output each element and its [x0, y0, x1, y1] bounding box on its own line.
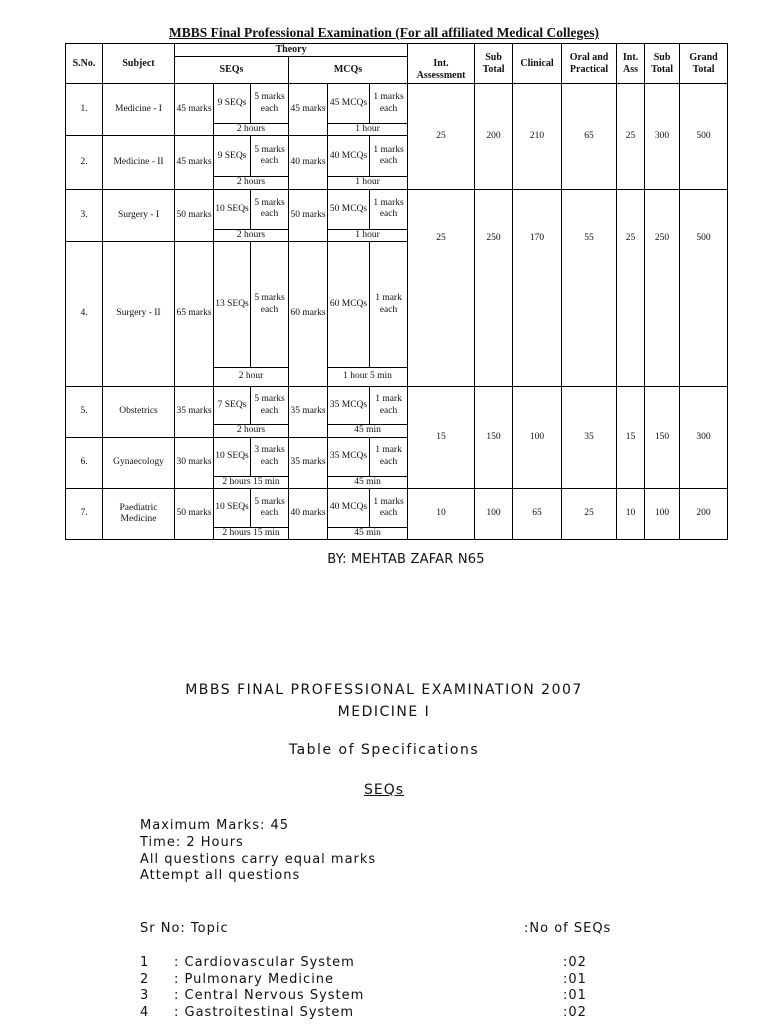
row-sno: 6.: [66, 437, 103, 488]
row-subject: Surgery - I: [103, 189, 175, 241]
spec-info-line: Attempt all questions: [140, 868, 301, 883]
topic-count: :02: [563, 955, 587, 970]
header-theory: Theory: [175, 44, 408, 57]
spec-heading: Table of Specifications: [288, 742, 480, 758]
mcq-count: 40 MCQs: [328, 488, 370, 527]
group-grand-total: 200: [680, 488, 728, 539]
mcq-marks: 45 marks: [289, 84, 328, 136]
header-clinical: Clinical: [513, 44, 562, 84]
table-row: [66, 84, 728, 124]
mcq-each: 1 mark each: [370, 387, 408, 425]
topic-count: :01: [563, 972, 587, 987]
exam-scheme-table: [65, 43, 728, 540]
group-sub-total-2: 150: [645, 387, 680, 489]
header-sno: S.No.: [66, 44, 103, 84]
mcq-each: 1 marks each: [370, 136, 408, 177]
group-int-ass: 25: [617, 189, 645, 386]
spec-section: SEQs: [363, 782, 405, 798]
author-credit: BY: MEHTAB ZAFAR N65: [327, 552, 485, 567]
row-subject: Medicine - I: [103, 84, 175, 136]
mcq-count: 40 MCQs: [328, 136, 370, 177]
seq-time: 2 hours: [214, 425, 289, 437]
seq-marks: 50 marks: [175, 488, 214, 539]
seq-count: 13 SEQs: [214, 242, 251, 368]
mcq-count: 35 MCQs: [328, 437, 370, 476]
row-sno: 3.: [66, 189, 103, 241]
topic-name: : Cardiovascular System: [174, 955, 355, 970]
group-sub-total: 100: [475, 488, 513, 539]
row-subject: Paediatric Medicine: [103, 488, 175, 539]
group-clinical: 100: [513, 387, 562, 489]
seq-time: 2 hours: [214, 124, 289, 136]
seq-each: 5 marks each: [251, 136, 289, 177]
mcq-each: 1 marks each: [370, 84, 408, 124]
group-sub-total-2: 100: [645, 488, 680, 539]
seq-marks: 50 marks: [175, 189, 214, 241]
mcq-time: 1 hour: [328, 229, 408, 241]
spec-title: MBBS FINAL PROFESSIONAL EXAMINATION 2007: [185, 682, 583, 698]
mcq-marks: 35 marks: [289, 437, 328, 488]
row-subject: Medicine - II: [103, 136, 175, 189]
header-sub-total-2: Sub Total: [645, 44, 680, 84]
mcq-marks: 60 marks: [289, 242, 328, 387]
mcq-count: 45 MCQs: [328, 84, 370, 124]
seq-each: 5 marks each: [251, 84, 289, 124]
topic-number: 3: [140, 988, 150, 1003]
seq-count: 10 SEQs: [214, 488, 251, 527]
mcq-count: 60 MCQs: [328, 242, 370, 368]
header-int-ass: Int. Ass: [617, 44, 645, 84]
group-int-ass: 25: [617, 84, 645, 190]
topic-number: 1: [140, 955, 150, 970]
mcq-marks: 35 marks: [289, 387, 328, 437]
seq-marks: 45 marks: [175, 136, 214, 189]
seq-marks: 45 marks: [175, 84, 214, 136]
spec-info-line: Maximum Marks: 45: [140, 818, 290, 833]
seq-each: 5 marks each: [251, 387, 289, 425]
row-sno: 2.: [66, 136, 103, 189]
header-mcqs: MCQs: [289, 57, 408, 84]
header-sub-total: Sub Total: [475, 44, 513, 84]
group-sub-total: 200: [475, 84, 513, 190]
group-sub-total: 250: [475, 189, 513, 386]
seq-count: 7 SEQs: [214, 387, 251, 425]
seq-count: 9 SEQs: [214, 136, 251, 177]
seq-count: 9 SEQs: [214, 84, 251, 124]
seq-time: 2 hours: [214, 177, 289, 189]
group-int-ass: 15: [617, 387, 645, 489]
mcq-count: 50 MCQs: [328, 189, 370, 229]
topic-name: : Gastroitestinal System: [174, 1005, 355, 1020]
mcq-time: 1 hour: [328, 124, 408, 136]
topic-name: : Pulmonary Medicine: [174, 972, 335, 987]
row-sno: 7.: [66, 488, 103, 539]
seq-marks: 35 marks: [175, 387, 214, 437]
mcq-time: 45 min: [328, 425, 408, 437]
mcq-each: 1 mark each: [370, 242, 408, 368]
mcq-each: 1 mark each: [370, 437, 408, 476]
row-subject: Surgery - II: [103, 242, 175, 387]
mcq-each: 1 marks each: [370, 189, 408, 229]
seq-count: 10 SEQs: [214, 189, 251, 229]
group-clinical: 65: [513, 488, 562, 539]
mcq-marks: 40 marks: [289, 488, 328, 539]
seq-count: 10 SEQs: [214, 437, 251, 476]
seq-marks: 65 marks: [175, 242, 214, 387]
mcq-time: 1 hour: [328, 177, 408, 189]
seq-time: 2 hour: [214, 368, 289, 387]
group-int-assessment: 25: [408, 189, 475, 386]
mcq-time: 1 hour 5 min: [328, 368, 408, 387]
topic-count: :02: [563, 1005, 587, 1020]
mcq-marks: 50 marks: [289, 189, 328, 241]
header-grand-total: Grand Total: [680, 44, 728, 84]
mcq-count: 35 MCQs: [328, 387, 370, 425]
header-seqs: SEQs: [175, 57, 289, 84]
mcq-each: 1 marks each: [370, 488, 408, 527]
seq-marks: 30 marks: [175, 437, 214, 488]
group-oral-practical: 35: [562, 387, 617, 489]
topic-name: : Central Nervous System: [174, 988, 365, 1003]
group-oral-practical: 55: [562, 189, 617, 386]
group-clinical: 210: [513, 84, 562, 190]
table-row: [66, 387, 728, 425]
mcq-time: 45 min: [328, 527, 408, 539]
topic-number: 2: [140, 972, 150, 987]
group-int-assessment: 10: [408, 488, 475, 539]
row-subject: Obstetrics: [103, 387, 175, 437]
mcq-marks: 40 marks: [289, 136, 328, 189]
topic-count: :01: [563, 988, 587, 1003]
seq-each: 5 marks each: [251, 242, 289, 368]
group-sub-total-2: 250: [645, 189, 680, 386]
group-grand-total: 500: [680, 84, 728, 190]
group-grand-total: 300: [680, 387, 728, 489]
mcq-time: 45 min: [328, 476, 408, 488]
group-sub-total-2: 300: [645, 84, 680, 190]
row-subject: Gynaecology: [103, 437, 175, 488]
group-sub-total: 150: [475, 387, 513, 489]
topic-column-header: Sr No: Topic: [140, 921, 229, 936]
document-title: MBBS Final Professional Examination (For all affiliated Medical Colleges): [169, 25, 599, 40]
group-clinical: 170: [513, 189, 562, 386]
header-oral-practical: Oral and Practical: [562, 44, 617, 84]
table-row: [66, 189, 728, 229]
spec-info-line: All questions carry equal marks: [140, 852, 377, 867]
group-int-assessment: 15: [408, 387, 475, 489]
seq-time: 2 hours 15 min: [214, 476, 289, 488]
row-sno: 5.: [66, 387, 103, 437]
row-sno: 1.: [66, 84, 103, 136]
seq-time: 2 hours: [214, 229, 289, 241]
group-int-ass: 10: [617, 488, 645, 539]
seq-each: 3 marks each: [251, 437, 289, 476]
table-row: [66, 488, 728, 527]
group-grand-total: 500: [680, 189, 728, 386]
topic-number: 4: [140, 1005, 150, 1020]
header-subject: Subject: [103, 44, 175, 84]
group-oral-practical: 25: [562, 488, 617, 539]
spec-subject: MEDICINE I: [337, 704, 431, 720]
header-int-assessment: Int. Assessment: [408, 44, 475, 84]
count-column-header: :No of SEQs: [524, 921, 612, 936]
seq-time: 2 hours 15 min: [214, 527, 289, 539]
spec-info-line: Time: 2 Hours: [140, 835, 244, 850]
seq-each: 5 marks each: [251, 189, 289, 229]
group-int-assessment: 25: [408, 84, 475, 190]
row-sno: 4.: [66, 242, 103, 387]
group-oral-practical: 65: [562, 84, 617, 190]
seq-each: 5 marks each: [251, 488, 289, 527]
